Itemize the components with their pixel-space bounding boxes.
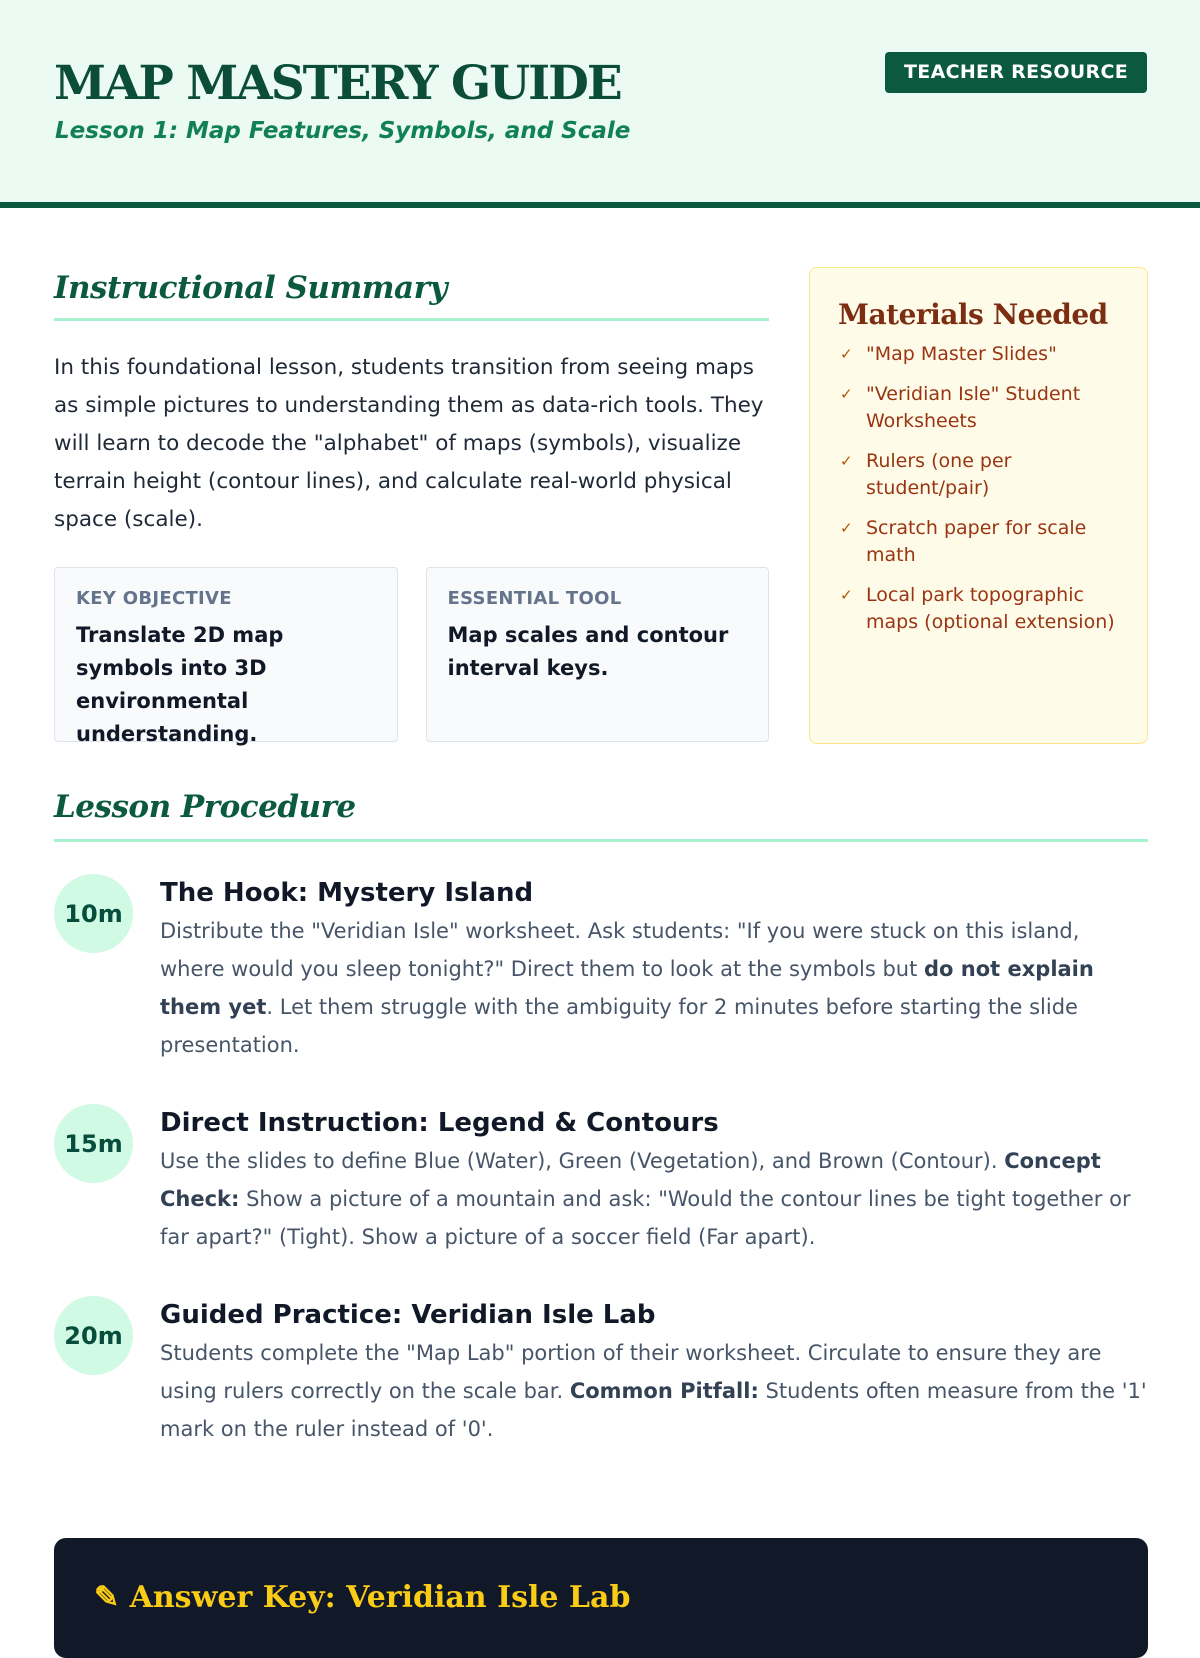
key-objective-card — [54, 567, 398, 746]
step-emphasis: Common Pitfall: — [569, 1379, 759, 1403]
instructional-summary-section — [54, 270, 769, 746]
step-text: Use the slides to define Blue (Water), Green (Vegetation), and Brown (Contour). — [160, 1149, 1005, 1173]
guide-title: MAP MASTERY GUIDE — [54, 56, 621, 111]
checkmark-icon: ✓ — [840, 452, 853, 470]
summary-text: In this foundational lesson, students transition from seeing maps as simple pictures to understanding them as data-rich tools. They will learn to decode the "alphabet" of maps (symbols), visualize terrain height (contour lines), and calculate real-world physical space (scale). — [54, 355, 764, 532]
checkmark-icon: ✓ — [840, 385, 853, 403]
step-text: Students often measure from the '1' mark on the ruler instead of '0'. — [160, 1379, 1147, 1441]
step-emphasis: do not explain them yet — [160, 957, 1094, 1019]
materials-heading: Materials Needed — [838, 298, 1108, 331]
lesson-procedure-section — [54, 789, 1148, 1488]
material-label: Local park topographic maps (optional extension) — [866, 584, 1115, 633]
answer-key-panel — [54, 1538, 1148, 1658]
step-body — [160, 1296, 1148, 1448]
checkmark-icon: ✓ — [840, 345, 853, 363]
list-item — [838, 448, 1121, 502]
section-divider — [54, 839, 1148, 842]
card-label: KEY OBJECTIVE — [76, 588, 232, 609]
step-text: Distribute the "Veridian Isle" worksheet. Ask students: "If you were stuck on this island, where would you sleep tonight?" Direct them to look at the symbols but — [160, 919, 1080, 981]
step-body — [160, 874, 1148, 1064]
step-title: Guided Practice: Veridian Isle Lab — [160, 1300, 656, 1330]
list-item — [838, 341, 1121, 368]
lesson-subtitle: Lesson 1: Map Features, Symbols, and Scale — [55, 118, 631, 144]
duration-badge: 15m — [54, 1104, 133, 1183]
duration-badge: 20m — [54, 1296, 133, 1375]
step-emphasis: Concept Check: — [160, 1149, 1101, 1211]
procedure-steps — [54, 874, 1148, 1448]
step-title: The Hook: Mystery Island — [160, 878, 534, 908]
material-label: "Veridian Isle" Student Worksheets — [866, 383, 1081, 432]
essential-tool-card — [426, 567, 770, 742]
step-description — [160, 1142, 1148, 1256]
checkmark-icon: ✓ — [840, 586, 853, 604]
step-description — [160, 1334, 1148, 1448]
card-text: Translate 2D map symbols into 3D environmental understanding. — [76, 623, 284, 746]
procedure-step — [54, 874, 1148, 1064]
step-body — [160, 1104, 1148, 1256]
list-item — [838, 515, 1121, 569]
step-text: Students complete the "Map Lab" portion of their worksheet. Circulate to ensure they are using rulers correctly on the scale bar. — [160, 1341, 1102, 1403]
section-divider — [54, 318, 769, 321]
procedure-step — [54, 1104, 1148, 1256]
material-label: Scratch paper for scale math — [866, 517, 1087, 566]
checkmark-icon: ✓ — [840, 519, 853, 537]
list-item — [838, 582, 1121, 636]
answer-key-title: Answer Key: Veridian Isle Lab — [129, 1580, 631, 1615]
pencil-icon: ✎ — [94, 1580, 130, 1615]
material-label: Rulers (one per student/pair) — [866, 450, 1012, 499]
list-item — [838, 381, 1121, 435]
summary-heading: Instructional Summary — [54, 270, 447, 306]
material-label: "Map Master Slides" — [866, 343, 1057, 365]
procedure-step — [54, 1296, 1148, 1448]
step-text: . Let them struggle with the ambiguity for 2 minutes before starting the slide presentation. — [160, 995, 1078, 1057]
card-label: ESSENTIAL TOOL — [447, 588, 622, 609]
answer-key-heading — [94, 1580, 630, 1615]
materials-list — [838, 341, 1121, 636]
step-title: Direct Instruction: Legend & Contours — [160, 1108, 719, 1138]
duration-badge: 10m — [54, 874, 133, 953]
teacher-resource-badge: TEACHER RESOURCE — [885, 52, 1147, 93]
step-text: Show a picture of a mountain and ask: "Would the contour lines be tight together or far apart?" (Tight). Show a picture of a soccer field (Far apart). — [160, 1187, 1131, 1249]
header — [0, 0, 1200, 208]
summary-cards — [54, 567, 769, 746]
card-text: Map scales and contour interval keys. — [447, 623, 729, 680]
procedure-heading: Lesson Procedure — [54, 789, 356, 825]
materials-panel — [809, 267, 1148, 744]
step-description — [160, 912, 1148, 1064]
